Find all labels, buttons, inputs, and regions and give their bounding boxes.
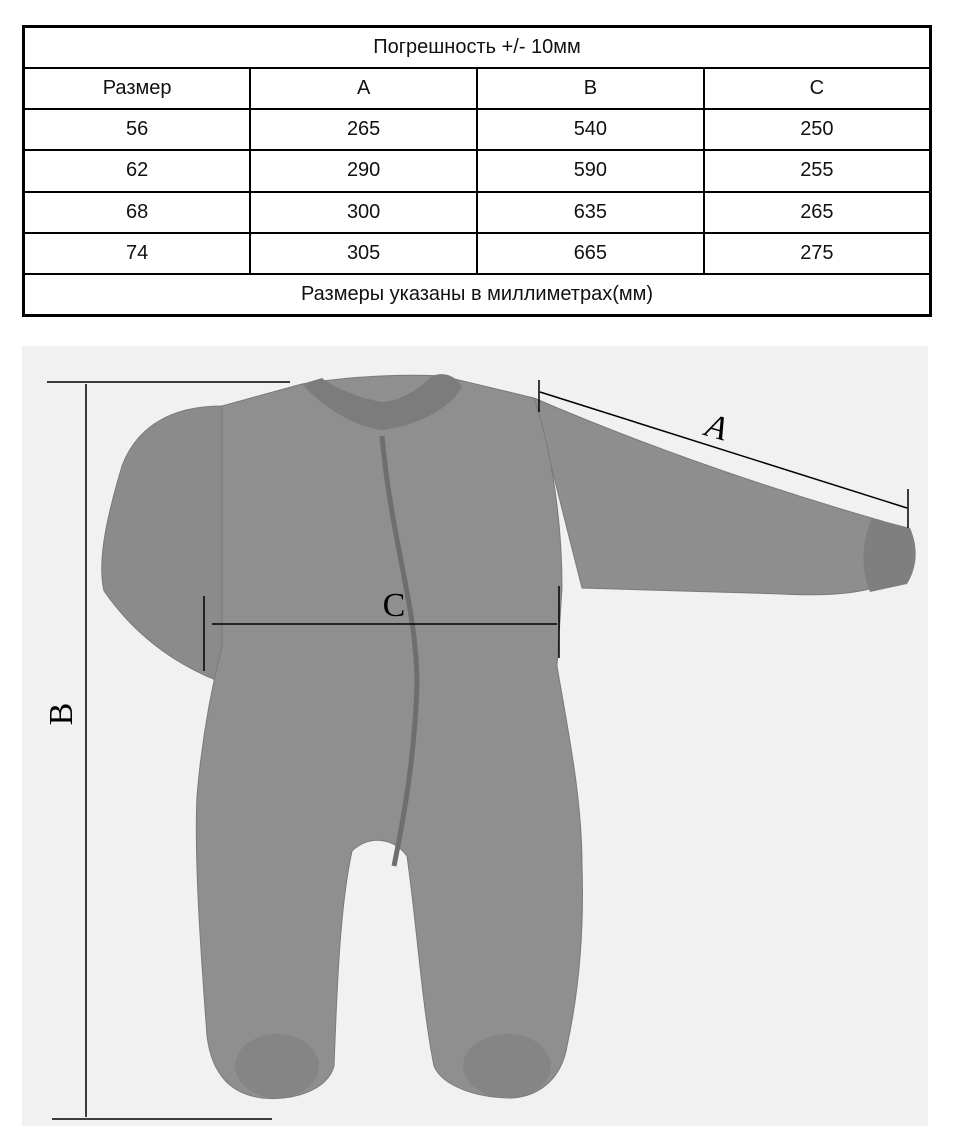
cell-a: 265 [250, 109, 477, 150]
header-c: C [704, 68, 931, 109]
table-row [24, 233, 931, 274]
table-row [24, 192, 931, 233]
sleepsuit-image [102, 374, 916, 1098]
cell-a: 300 [250, 192, 477, 233]
cell-size: 62 [24, 150, 251, 191]
cell-b: 590 [477, 150, 704, 191]
header-size: Размер [24, 68, 251, 109]
cell-c: 255 [704, 150, 931, 191]
table-tolerance-row [24, 27, 931, 68]
header-b: B [477, 68, 704, 109]
table-footer-row [24, 274, 931, 315]
header-a: A [250, 68, 477, 109]
cell-size: 74 [24, 233, 251, 274]
label-c: C [382, 587, 406, 624]
cell-a: 305 [250, 233, 477, 274]
table-row [24, 109, 931, 150]
table-header-row [24, 68, 931, 109]
cell-size: 56 [24, 109, 251, 150]
cell-b: 665 [477, 233, 704, 274]
units-note: Размеры указаны в миллиметрах(мм) [24, 274, 931, 315]
label-b: B [43, 702, 80, 726]
diagram-svg [22, 346, 928, 1126]
cell-b: 635 [477, 192, 704, 233]
cell-c: 275 [704, 233, 931, 274]
cell-b: 540 [477, 109, 704, 150]
cell-c: 265 [704, 192, 931, 233]
cell-size: 68 [24, 192, 251, 233]
cell-a: 290 [250, 150, 477, 191]
tolerance-note: Погрешность +/- 10мм [24, 27, 931, 68]
cell-c: 250 [704, 109, 931, 150]
label-a: A [701, 406, 732, 449]
table-row [24, 150, 931, 191]
size-chart-table [22, 25, 932, 317]
garment-measurement-diagram [22, 346, 928, 1126]
